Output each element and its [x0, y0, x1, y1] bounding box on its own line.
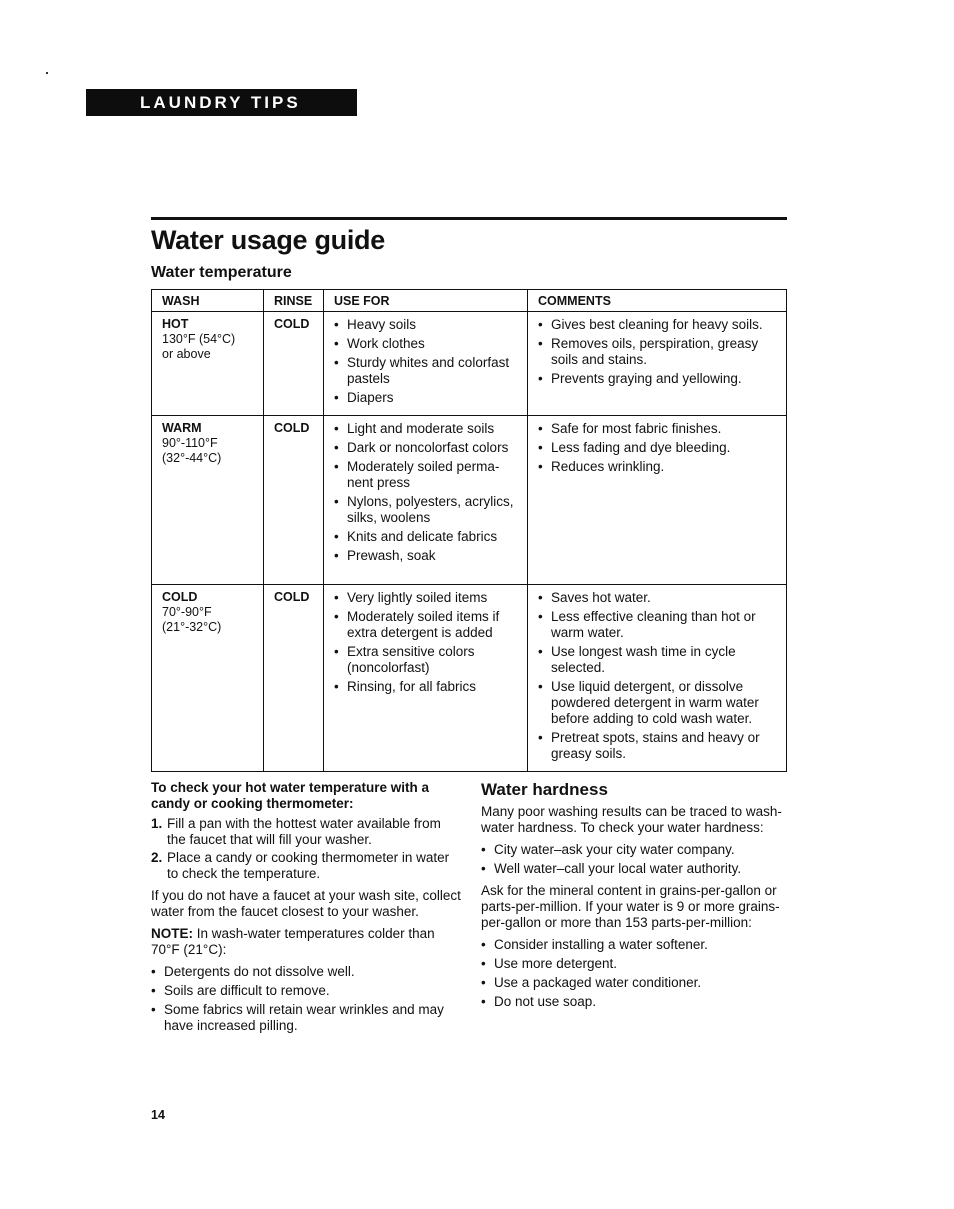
page-title: Water usage guide: [151, 225, 385, 255]
wash-name: WARM: [162, 421, 202, 435]
header-rinse: RINSE: [264, 290, 324, 312]
header-wash: WASH: [152, 290, 264, 312]
hardness-check-list: [481, 842, 787, 877]
water-hardness-section: [481, 804, 787, 1013]
step-text: Fill a pan with the hottest water available from the faucet that will fill your washer.: [167, 816, 441, 847]
list-item: • Dark or noncolorfast colors: [334, 440, 517, 456]
rinse-cell: [264, 312, 324, 416]
table-row: [152, 416, 787, 585]
wash-cell: [152, 585, 264, 772]
wash-range: or above: [162, 347, 211, 361]
table-row: [152, 585, 787, 772]
comments-cell: [528, 416, 787, 585]
list-item: • Removes oils, perspiration, greasy soils and stains.: [538, 336, 776, 368]
hardness-intro: Many poor washing results can be traced to wash-water hardness. To check your water hardness:: [481, 804, 782, 835]
use-for-cell: [324, 416, 528, 585]
note-list: [151, 964, 461, 1034]
wash-name: COLD: [162, 590, 198, 604]
list-item: • Very lightly soiled items: [334, 590, 517, 606]
list-item: • Moderately soiled items if extra detergent is added: [334, 609, 517, 641]
list-item: • Heavy soils: [334, 317, 517, 333]
hardness-action-list: [481, 937, 787, 1010]
water-temperature-heading: Water temperature: [151, 264, 292, 281]
rinse-cell: [264, 585, 324, 772]
check-temperature-lead: To check your hot water temperature with a candy or cooking thermometer:: [151, 780, 430, 811]
header-comments: COMMENTS: [528, 290, 787, 312]
use-for-cell: [324, 312, 528, 416]
hardness-paragraph: Ask for the mineral content in grains-per-gallon or parts-per-million. If your water is 9 or more grains-per-gallon or more than 153 parts-per-million:: [481, 883, 780, 930]
table-header-row: [152, 290, 787, 312]
water-hardness-heading: Water hardness: [481, 780, 608, 799]
note-text: In wash-water temperatures colder than 70°F (21°C):: [151, 926, 435, 957]
use-for-cell: [324, 585, 528, 772]
header-use-for: USE FOR: [324, 290, 528, 312]
faucet-paragraph: If you do not have a faucet at your wash site, collect water from the faucet closest to your washer.: [151, 888, 461, 919]
list-item: [151, 816, 461, 848]
list-item: • Prewash, soak: [334, 548, 517, 564]
wash-range: 130°F (54°C): [162, 332, 236, 346]
use-for-list: [334, 590, 517, 695]
list-item: • Use a packaged water conditioner.: [481, 975, 787, 991]
list-item: • Nylons, polyesters, acrylics, silks, woolens: [334, 494, 517, 526]
list-item: [151, 850, 461, 882]
wash-range: (21°-32°C): [162, 620, 222, 634]
list-item: • Prevents graying and yellowing.: [538, 371, 776, 387]
list-item: • Consider installing a water softener.: [481, 937, 787, 953]
comments-cell: [528, 312, 787, 416]
list-item: • City water–ask your city water company.: [481, 842, 787, 858]
list-item: • Reduces wrinkling.: [538, 459, 776, 475]
list-item: • Some fabrics will retain wear wrinkles and may have increased pilling.: [151, 1002, 461, 1034]
list-item: • Sturdy whites and colorfast pastels: [334, 355, 517, 387]
list-item: • Less fading and dye bleeding.: [538, 440, 776, 456]
list-item: • Pretreat spots, stains and heavy or greasy soils.: [538, 730, 776, 762]
list-item: • Use more detergent.: [481, 956, 787, 972]
wash-range: 70°-90°F: [162, 605, 212, 619]
wash-cell: [152, 416, 264, 585]
comments-cell: [528, 585, 787, 772]
list-item: • Safe for most fabric finishes.: [538, 421, 776, 437]
list-item: • Knits and delicate fabrics: [334, 529, 517, 545]
list-item: • Less effective cleaning than hot or warm water.: [538, 609, 776, 641]
wash-range: (32°-44°C): [162, 451, 222, 465]
list-item: • Saves hot water.: [538, 590, 776, 606]
use-for-list: [334, 421, 517, 564]
list-item: • Use longest wash time in cycle selected.: [538, 644, 776, 676]
list-item: • Light and moderate soils: [334, 421, 517, 437]
wash-range: 90°-110°F: [162, 436, 218, 450]
wash-cell: [152, 312, 264, 416]
step-text: Place a candy or cooking thermometer in water to check the temperature.: [167, 850, 450, 881]
use-for-list: [334, 317, 517, 406]
rinse-value: COLD: [274, 317, 310, 331]
list-item: • Moderately soiled perma-nent press: [334, 459, 517, 491]
comments-list: [538, 421, 776, 475]
list-item: • Work clothes: [334, 336, 517, 352]
rinse-value: COLD: [274, 421, 310, 435]
list-item: • Well water–call your local water authority.: [481, 861, 787, 877]
list-item: • Rinsing, for all fabrics: [334, 679, 517, 695]
step-number: 1.: [151, 816, 163, 831]
note-paragraph: [151, 926, 461, 958]
check-temperature-steps: [151, 816, 461, 882]
wash-name: HOT: [162, 317, 189, 331]
list-item: • Do not use soap.: [481, 994, 787, 1010]
comments-list: [538, 590, 776, 762]
title-rule: [151, 217, 787, 220]
list-item: • Soils are difficult to remove.: [151, 983, 461, 999]
note-label: NOTE:: [151, 926, 193, 941]
list-item: • Diapers: [334, 390, 517, 406]
page-number: 14: [151, 1108, 165, 1122]
list-item: • Gives best cleaning for heavy soils.: [538, 317, 776, 333]
list-item: • Detergents do not dissolve well.: [151, 964, 461, 980]
scan-speck: [46, 72, 48, 74]
comments-list: [538, 317, 776, 387]
rinse-cell: [264, 416, 324, 585]
rinse-value: COLD: [274, 590, 310, 604]
check-temperature-section: [151, 780, 461, 1037]
table-row: [152, 312, 787, 416]
step-number: 2.: [151, 850, 163, 865]
list-item: • Use liquid detergent, or dissolve powdered detergent in warm water before adding to cold wash water.: [538, 679, 776, 727]
water-temperature-table: [151, 289, 787, 772]
list-item: • Extra sensitive colors (noncolorfast): [334, 644, 517, 676]
section-banner: LAUNDRY TIPS: [86, 89, 357, 116]
